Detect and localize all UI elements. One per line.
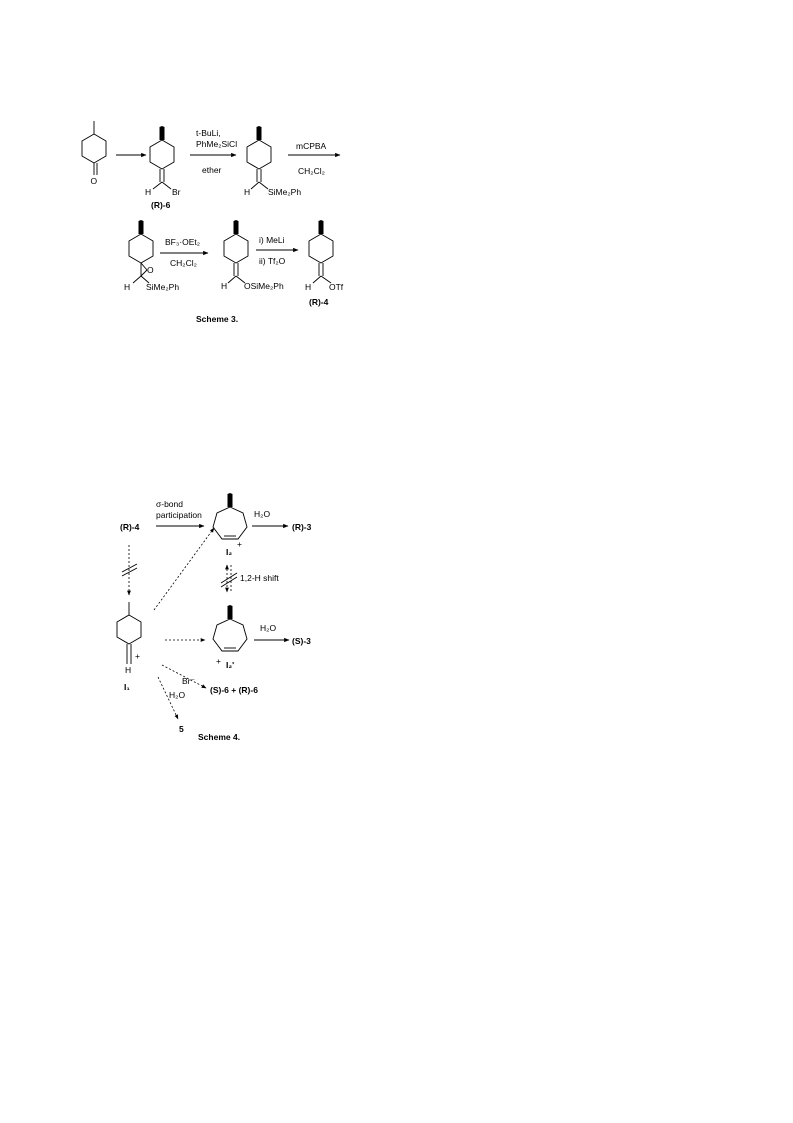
epoxide-o-label: O <box>147 265 154 275</box>
triflate-h-label: H <box>305 282 312 292</box>
bromide-ion-label: Br⁻ <box>182 676 195 686</box>
product-5-label: 5 <box>179 724 184 734</box>
cation-I2prime-label: I₂' <box>226 660 235 670</box>
epoxide-si-label: SiMe₂Ph <box>146 282 180 292</box>
cation-I2-charge: + <box>237 539 242 549</box>
vinylsilane-si-label: SiMe₂Ph <box>268 187 302 197</box>
cation-I1-h: H <box>125 665 132 675</box>
bromide-h-label: H <box>145 187 152 197</box>
triflate-structure <box>305 220 344 307</box>
scheme-3-caption: Scheme 3. <box>196 314 239 324</box>
epoxide-h-label: H <box>124 282 131 292</box>
reagent-step5-a: i) MeLi <box>259 235 285 245</box>
reagent-step3-b: CH₂Cl₂ <box>298 166 325 176</box>
cation-I2prime-structure <box>213 605 247 670</box>
sigma-bond-label-b: participation <box>156 510 202 520</box>
reagent-step5-b: ii) Tf₂O <box>259 256 286 266</box>
water-label-1: H₂O <box>254 509 271 519</box>
hydride-shift-label: 1,2-H shift <box>240 573 279 583</box>
bromide-products-label: (S)-6 + (R)-6 <box>210 685 258 695</box>
triflate-otf-label: OTf <box>329 282 344 292</box>
cation-I2-label: I₂ <box>226 547 233 557</box>
reagent-step2-c: ether <box>202 165 222 175</box>
water-label-2: H₂O <box>260 623 277 633</box>
start-compound-label: (R)-4 <box>120 522 140 532</box>
sigma-bond-label-a: σ-bond <box>156 499 183 509</box>
epoxide-structure <box>124 220 179 292</box>
product-R3-label: (R)-3 <box>292 522 312 532</box>
scheme-4 <box>117 493 312 742</box>
triflate-name: (R)-4 <box>309 297 329 307</box>
bromide-structure <box>145 126 181 210</box>
cation-I2-structure <box>213 493 247 557</box>
cation-I1-label: I₁ <box>124 682 130 692</box>
reagent-step4-a: BF₃·OEt₂ <box>165 237 201 247</box>
reagent-step3-a: mCPBA <box>296 141 327 151</box>
cation-I1-structure <box>117 602 141 692</box>
scheme-3 <box>82 121 344 324</box>
cation-I2prime-charge: + <box>216 656 221 666</box>
reagent-step4-b: CH₂Cl₂ <box>170 258 197 268</box>
arrow-I1-to-I2 <box>154 528 214 610</box>
ketone-structure <box>82 121 106 186</box>
scheme-4-caption: Scheme 4. <box>198 732 241 742</box>
cation-I1-charge: + <box>135 651 140 661</box>
vinylsilane-structure <box>244 126 301 197</box>
bromide-br-label: Br <box>172 187 181 197</box>
silylether-h-label: H <box>221 281 228 291</box>
reagent-step2-a: t-BuLi, <box>196 128 221 138</box>
vinylsilane-h-label: H <box>244 187 251 197</box>
water-label-3: H₂O <box>169 690 186 700</box>
bromide-name: (R)-6 <box>151 200 171 210</box>
reagent-step2-b: PhMe₂SiCl <box>196 139 238 149</box>
product-S3-label: (S)-3 <box>292 636 311 646</box>
silylether-o-label: OSiMe₂Ph <box>244 281 284 291</box>
ketone-oxygen-label: O <box>90 176 98 186</box>
